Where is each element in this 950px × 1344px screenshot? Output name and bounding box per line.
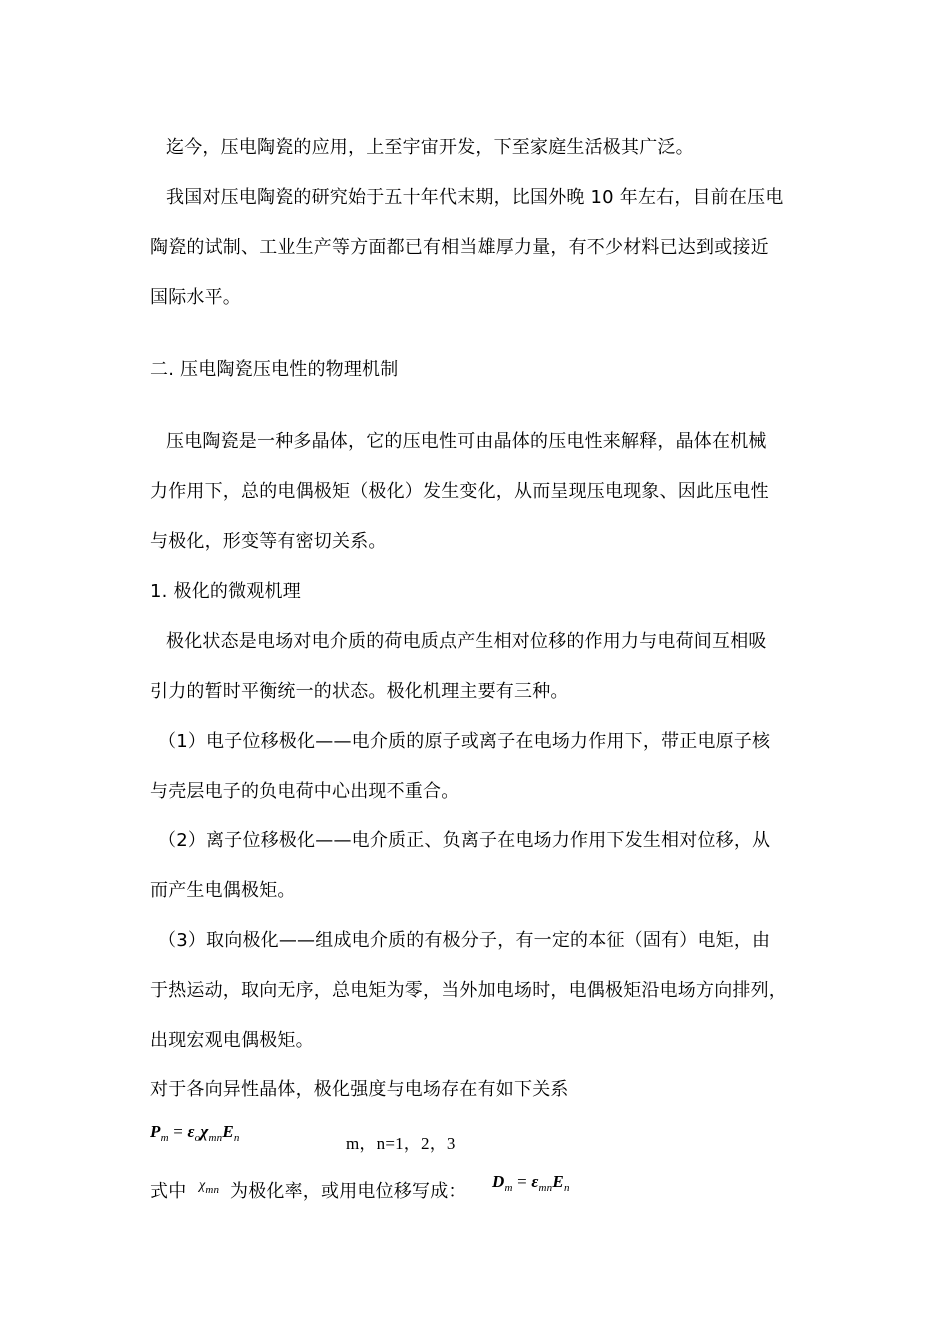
subsection-heading-1: 1. 极化的微观机理 (150, 581, 301, 602)
item-3-line-3: 出现宏观电偶极矩。 (150, 1030, 314, 1051)
paragraph-6-prefix: 式中 (150, 1181, 187, 1202)
paragraph-3-line-1: 压电陶瓷是一种多晶体，它的压电性可由晶体的压电性来解释，晶体在机械 (166, 431, 767, 452)
paragraph-2-line-2: 陶瓷的试制、工业生产等方面都已有相当雄厚力量，有不少材料已达到或接近 (150, 237, 769, 258)
paragraph-4-line-2: 引力的暂时平衡统一的状态。极化机理主要有三种。 (150, 681, 569, 702)
item-2-line-2: 而产生电偶极矩。 (150, 880, 296, 901)
paragraph-4-line-1: 极化状态是电场对电介质的荷电质点产生相对位移的作用力与电荷间互相吸 (166, 631, 767, 652)
item-1-line-1: （1）电子位移极化——电介质的原子或离子在电场力作用下，带正电原子核 (158, 731, 771, 752)
equation-displacement: $D_m = \varepsilon_{mn}E_n$ (492, 1172, 570, 1194)
equation-index-condition: m，n=1，2，3 (346, 1134, 456, 1153)
item-3-line-1: （3）取向极化——组成电介质的有极分子，有一定的本征（固有）电矩，由 (158, 930, 771, 951)
paragraph-1: 迄今，压电陶瓷的应用，上至宇宙开发，下至家庭生活极其广泛。 (166, 137, 694, 158)
item-1-line-2: 与壳层电子的负电荷中心出现不重合。 (150, 781, 460, 802)
paragraph-5: 对于各向异性晶体，极化强度与电场存在有如下关系 (150, 1079, 569, 1100)
paragraph-2-line-3: 国际水平。 (150, 287, 241, 308)
paragraph-6-middle: 为极化率，或用电位移写成： (230, 1181, 467, 1202)
paragraph-2-line-1: 我国对压电陶瓷的研究始于五十年代末期，比国外晚 10 年左右，目前在压电 (166, 187, 784, 208)
paragraph-3-line-2: 力作用下，总的电偶极矩（极化）发生变化，从而呈现压电现象、因此压电性 (150, 481, 769, 502)
paragraph-3-line-3: 与极化，形变等有密切关系。 (150, 531, 387, 552)
equation-polarization: $P_m = \varepsilon_o\chi_{mn}E_n$ (150, 1122, 240, 1144)
item-3-line-2: 于热运动，取向无序，总电矩为零，当外加电场时，电偶极矩沿电场方向排列， (150, 980, 787, 1001)
susceptibility-symbol: $\chi_{mn}$ (199, 1178, 220, 1196)
item-2-line-1: （2）离子位移极化——电介质正、负离子在电场力作用下发生相对位移，从 (158, 830, 771, 851)
section-heading-2: 二. 压电陶瓷压电性的物理机制 (150, 359, 399, 380)
